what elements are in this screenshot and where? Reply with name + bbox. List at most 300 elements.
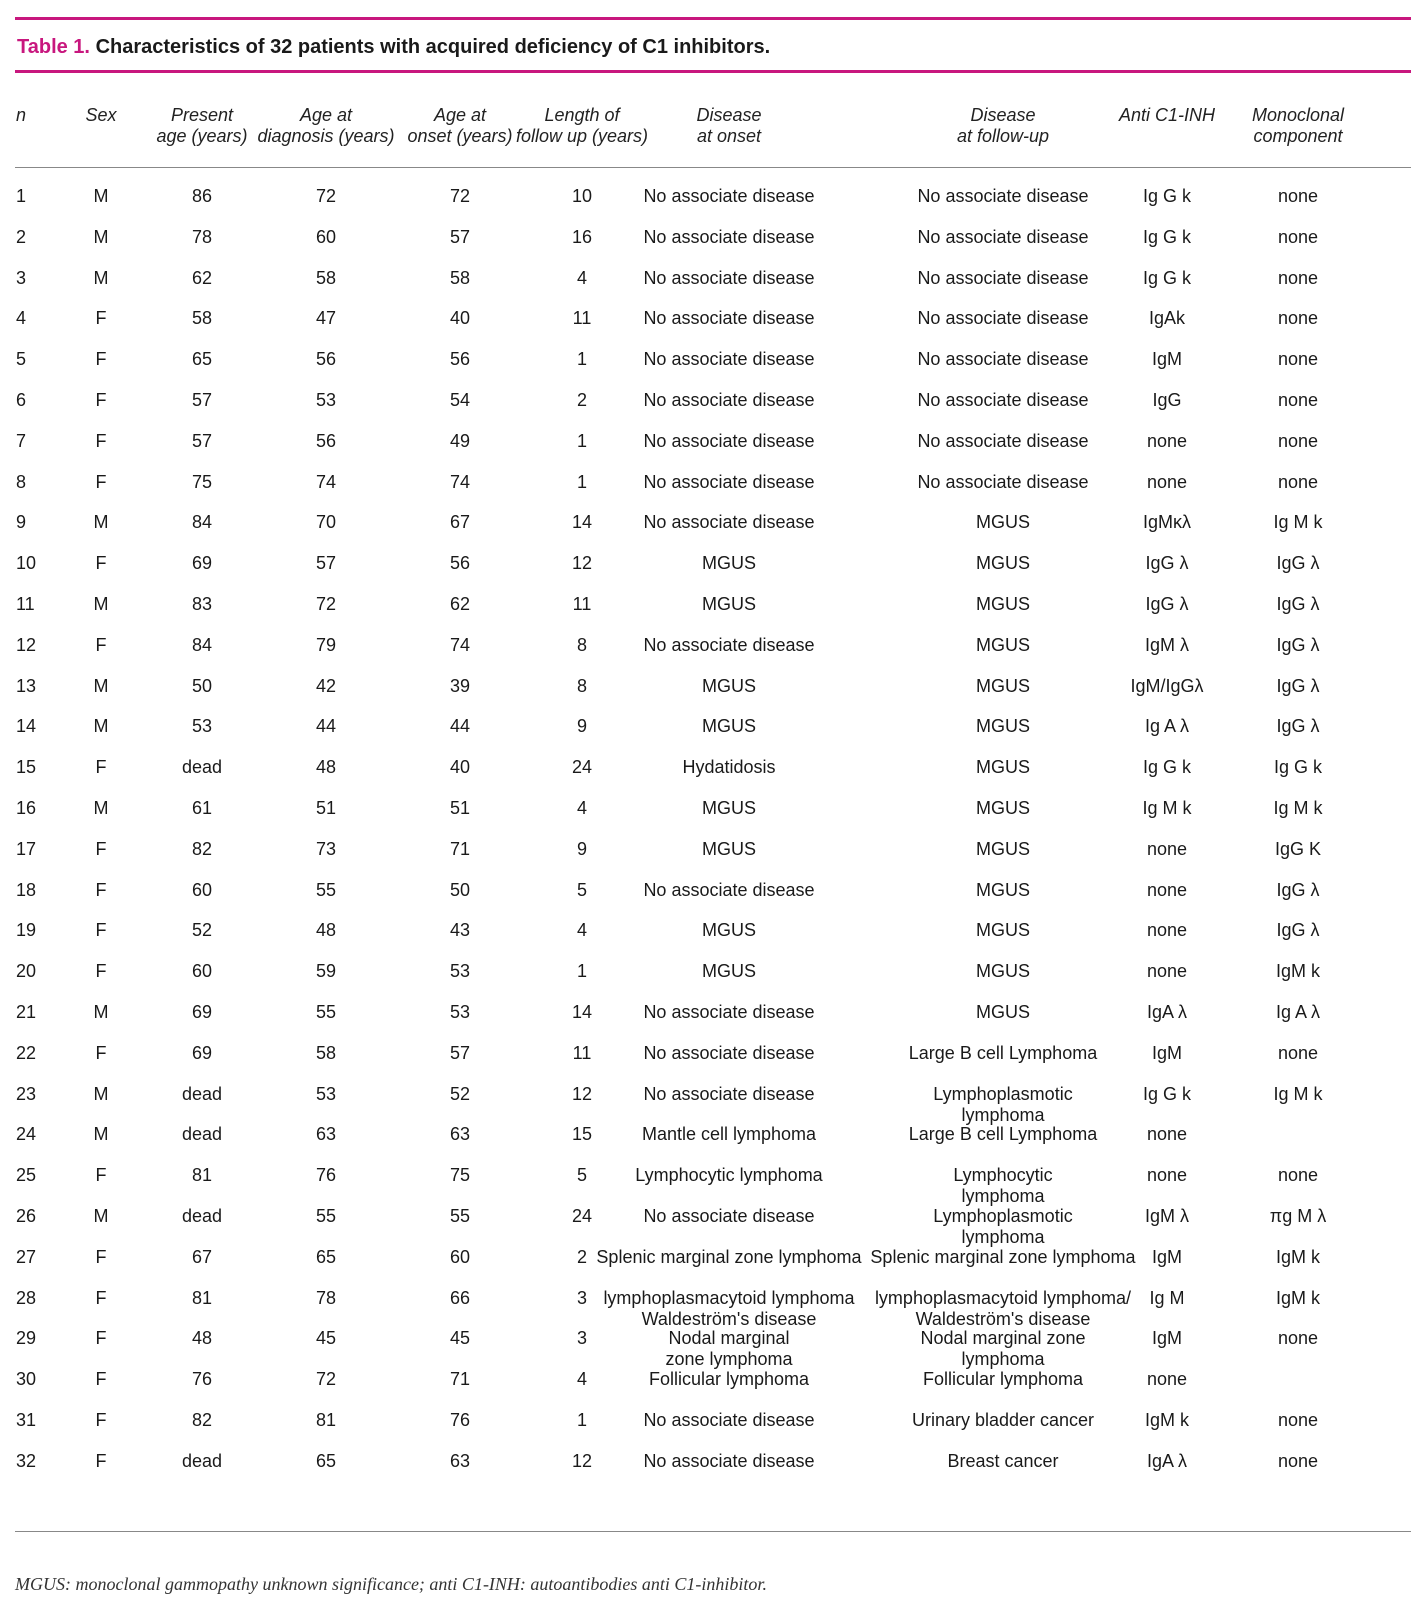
column-header-line: at onset (696, 126, 762, 146)
cell-disease-followup: No associate disease (917, 227, 1089, 247)
table-row (0, 553, 1426, 594)
column-header-line: onset (years) (407, 126, 513, 146)
cell-disease-onset: No associate disease (643, 308, 815, 328)
cell-monoclonal: IgG λ (1276, 676, 1320, 696)
cell-sex: M (93, 798, 109, 818)
cell-present-age: 67 (191, 1247, 213, 1267)
cell-present-age: 58 (191, 308, 213, 328)
cell-disease-onset: MGUS (702, 594, 756, 614)
cell-sex: M (93, 1002, 109, 1022)
cell-monoclonal: IgG λ (1276, 716, 1320, 736)
cell-age-diagnosis: 56 (315, 349, 337, 369)
cell-disease-onset: MGUS (702, 839, 756, 859)
cell-disease-followup: No associate disease (917, 431, 1089, 451)
cell-disease-followup: MGUS (976, 920, 1030, 940)
column-header-line: Disease (696, 105, 762, 125)
cell-sex: F (95, 431, 107, 451)
cell-monoclonal: IgG λ (1276, 880, 1320, 900)
cell-age-onset: 72 (449, 186, 471, 206)
cell-present-age: 52 (191, 920, 213, 940)
header-rule (15, 167, 1411, 168)
cell-n: 5 (16, 349, 27, 369)
cell-follow-up: 4 (576, 920, 587, 940)
cell-age-diagnosis: 42 (315, 676, 337, 696)
cell-follow-up: 2 (576, 1247, 587, 1267)
cell-present-age: dead (181, 1206, 223, 1226)
cell-age-onset: 56 (449, 553, 471, 573)
cell-anti-c1-inh: Ig G k (1142, 757, 1191, 777)
cell-present-age: 81 (191, 1288, 213, 1308)
cell-disease-followup: No associate disease (917, 186, 1089, 206)
cell-monoclonal: none (1277, 227, 1319, 247)
cell-disease-followup: No associate disease (917, 390, 1089, 410)
cell-age-diagnosis: 72 (315, 1369, 337, 1389)
cell-present-age: 57 (191, 390, 213, 410)
cell-age-diagnosis: 79 (315, 635, 337, 655)
cell-n: 21 (16, 1002, 37, 1022)
cell-age-diagnosis: 55 (315, 1002, 337, 1022)
cell-n: 16 (16, 798, 37, 818)
cell-disease-onset: No associate disease (643, 1410, 815, 1430)
cell-age-diagnosis: 51 (315, 798, 337, 818)
cell-age-onset: 40 (449, 757, 471, 777)
cell-monoclonal: IgG λ (1276, 635, 1320, 655)
cell-monoclonal: none (1277, 431, 1319, 451)
cell-age-onset: 55 (449, 1206, 471, 1226)
cell-monoclonal: IgG K (1274, 839, 1322, 859)
cell-age-onset: 54 (449, 390, 471, 410)
cell-sex: F (95, 1247, 107, 1267)
table-row (0, 1206, 1426, 1247)
cell-n: 23 (16, 1084, 37, 1104)
cell-n: 7 (16, 431, 27, 451)
cell-age-onset: 43 (449, 920, 471, 940)
cell-age-onset: 71 (449, 1369, 471, 1389)
cell-sex: M (93, 1084, 109, 1104)
table-row (0, 635, 1426, 676)
cell-follow-up: 24 (571, 1206, 593, 1226)
column-header-line: Disease (970, 105, 1036, 125)
cell-n: 9 (16, 512, 27, 532)
cell-disease-onset: No associate disease (643, 431, 815, 451)
table-row (0, 227, 1426, 268)
cell-anti-c1-inh: none (1146, 1124, 1188, 1144)
cell-disease-onset: No associate disease (643, 390, 815, 410)
cell-disease-onset: No associate disease (643, 1084, 815, 1104)
cell-n: 2 (16, 227, 27, 247)
cell-age-diagnosis: 55 (315, 880, 337, 900)
cell-disease-onset: Follicular lymphoma (648, 1369, 810, 1389)
cell-age-onset: 63 (449, 1451, 471, 1471)
cell-age-onset: 58 (449, 268, 471, 288)
cell-disease-onset: No associate disease (643, 227, 815, 247)
cell-sex: M (93, 716, 109, 736)
cell-n: 13 (16, 676, 37, 696)
cell-line: Lymphoplasmotic (933, 1084, 1073, 1104)
cell-disease-followup: MGUS (976, 757, 1030, 777)
cell-monoclonal: none (1277, 472, 1319, 492)
cell-present-age: dead (181, 1451, 223, 1471)
table-row (0, 880, 1426, 921)
table-row (0, 839, 1426, 880)
cell-n: 4 (16, 308, 27, 328)
column-header-line: at follow-up (956, 126, 1050, 146)
table-row (0, 594, 1426, 635)
cell-present-age: 60 (191, 961, 213, 981)
cell-sex: F (95, 553, 107, 573)
cell-disease-onset: No associate disease (643, 1002, 815, 1022)
cell-age-diagnosis: 65 (315, 1451, 337, 1471)
cell-follow-up: 24 (571, 757, 593, 777)
cell-sex: F (95, 1451, 107, 1471)
cell-follow-up: 1 (576, 1410, 587, 1430)
cell-sex: F (95, 1328, 107, 1348)
cell-age-diagnosis: 63 (315, 1124, 337, 1144)
table-row (0, 268, 1426, 309)
cell-disease-onset: MGUS (702, 798, 756, 818)
cell-age-onset: 53 (449, 1002, 471, 1022)
cell-disease-onset: No associate disease (643, 268, 815, 288)
column-header-line: Anti C1-INH (1118, 105, 1216, 125)
cell-age-diagnosis: 78 (315, 1288, 337, 1308)
cell-sex: F (95, 1369, 107, 1389)
cell-follow-up: 4 (576, 798, 587, 818)
cell-anti-c1-inh: Ig M (1149, 1288, 1185, 1308)
cell-follow-up: 16 (571, 227, 593, 247)
cell-disease-followup: MGUS (976, 716, 1030, 736)
cell-monoclonal: none (1277, 349, 1319, 369)
cell-disease-onset: No associate disease (643, 512, 815, 532)
cell-age-onset: 44 (449, 716, 471, 736)
cell-age-diagnosis: 72 (315, 186, 337, 206)
cell-disease-onset: Splenic marginal zone lymphoma (596, 1247, 862, 1267)
cell-disease-followup: MGUS (976, 553, 1030, 573)
cell-age-diagnosis: 60 (315, 227, 337, 247)
cell-present-age: 76 (191, 1369, 213, 1389)
table-caption (17, 36, 770, 59)
cell-sex: M (93, 676, 109, 696)
cell-disease-followup: No associate disease (917, 349, 1089, 369)
cell-sex: M (93, 227, 109, 247)
cell-n: 12 (16, 635, 37, 655)
cell-sex: F (95, 961, 107, 981)
cell-present-age: dead (181, 1124, 223, 1144)
cell-n: 27 (16, 1247, 37, 1267)
cell-n: 25 (16, 1165, 37, 1185)
cell-age-diagnosis: 72 (315, 594, 337, 614)
cell-present-age: 84 (191, 635, 213, 655)
cell-present-age: 60 (191, 880, 213, 900)
cell-disease-onset (594, 1328, 864, 1370)
cell-present-age: 53 (191, 716, 213, 736)
caption-bottom-rule (15, 70, 1411, 73)
cell-present-age: 57 (191, 431, 213, 451)
cell-age-diagnosis: 44 (315, 716, 337, 736)
cell-disease-onset: No associate disease (643, 880, 815, 900)
cell-disease-onset: MGUS (702, 553, 756, 573)
cell-anti-c1-inh: IgAk (1148, 308, 1186, 328)
cell-disease-followup: MGUS (976, 594, 1030, 614)
cell-disease-onset: Hydatidosis (682, 757, 776, 777)
cell-age-diagnosis: 45 (315, 1328, 337, 1348)
cell-anti-c1-inh: none (1146, 839, 1188, 859)
cell-disease-onset: No associate disease (643, 635, 815, 655)
cell-monoclonal: πg M λ (1269, 1206, 1327, 1226)
cell-n: 29 (16, 1328, 37, 1348)
cell-age-diagnosis: 58 (315, 1043, 337, 1063)
cell-sex: F (95, 635, 107, 655)
table-bottom-rule (15, 1531, 1411, 1532)
cell-sex: M (93, 268, 109, 288)
cell-line: Nodal marginal (668, 1328, 790, 1348)
cell-monoclonal: Ig M k (1273, 798, 1323, 818)
cell-n: 1 (16, 186, 27, 206)
cell-follow-up: 12 (571, 1084, 593, 1104)
column-header-line: component (1253, 126, 1343, 146)
cell-anti-c1-inh: IgM λ (1144, 1206, 1189, 1226)
cell-age-diagnosis: 55 (315, 1206, 337, 1226)
table-row (0, 431, 1426, 472)
cell-disease-onset: No associate disease (643, 186, 815, 206)
column-header-line: age (years) (156, 126, 248, 146)
cell-anti-c1-inh: IgG λ (1145, 553, 1189, 573)
cell-sex: M (93, 1124, 109, 1144)
cell-age-diagnosis: 65 (315, 1247, 337, 1267)
cell-line: Lymphoplasmotic (933, 1206, 1073, 1226)
cell-anti-c1-inh: IgM (1151, 349, 1182, 369)
cell-follow-up: 4 (576, 1369, 587, 1389)
cell-anti-c1-inh: IgM (1151, 1328, 1182, 1348)
cell-sex: M (93, 512, 109, 532)
cell-anti-c1-inh: none (1146, 880, 1188, 900)
cell-follow-up: 1 (576, 472, 587, 492)
cell-anti-c1-inh: IgM (1151, 1247, 1182, 1267)
cell-monoclonal: IgG λ (1276, 553, 1320, 573)
cell-monoclonal: none (1277, 268, 1319, 288)
cell-n: 6 (16, 390, 27, 410)
cell-age-onset: 50 (449, 880, 471, 900)
cell-sex: F (95, 1410, 107, 1430)
table-row (0, 1451, 1426, 1492)
column-header-line: Monoclonal (1251, 105, 1345, 125)
cell-monoclonal: IgM k (1275, 1288, 1320, 1308)
cell-follow-up: 1 (576, 349, 587, 369)
cell-age-diagnosis: 73 (315, 839, 337, 859)
cell-age-onset: 71 (449, 839, 471, 859)
cell-anti-c1-inh: none (1146, 1165, 1188, 1185)
cell-monoclonal: none (1277, 186, 1319, 206)
table-row (0, 676, 1426, 717)
cell-sex: F (95, 839, 107, 859)
cell-present-age: dead (181, 1084, 223, 1104)
cell-disease-followup: MGUS (976, 798, 1030, 818)
cell-n: 11 (16, 594, 35, 614)
cell-line: lymphoplasmacytoid lymphoma (603, 1288, 855, 1308)
cell-line: Lymphocytic (953, 1165, 1053, 1185)
cell-disease-onset: MGUS (702, 961, 756, 981)
cell-n: 26 (16, 1206, 37, 1226)
cell-disease-onset: No associate disease (643, 472, 815, 492)
column-header-line: Age at (433, 105, 487, 125)
cell-age-diagnosis: 48 (315, 757, 337, 777)
cell-anti-c1-inh: IgM (1151, 1043, 1182, 1063)
caption-title: Characteristics of 32 patients with acquired deficiency of C1 inhibitors. (95, 36, 771, 58)
cell-disease-followup: Follicular lymphoma (922, 1369, 1084, 1389)
cell-follow-up: 9 (576, 716, 587, 736)
cell-follow-up: 10 (571, 186, 593, 206)
cell-monoclonal: none (1277, 1328, 1319, 1348)
cell-monoclonal: Ig G k (1273, 757, 1322, 777)
table-row (0, 390, 1426, 431)
cell-n: 14 (16, 716, 37, 736)
cell-present-age: 82 (191, 1410, 213, 1430)
cell-sex: F (95, 349, 107, 369)
cell-disease-onset: MGUS (702, 920, 756, 940)
cell-present-age: 81 (191, 1165, 213, 1185)
cell-follow-up: 1 (576, 961, 587, 981)
cell-age-onset: 60 (449, 1247, 471, 1267)
cell-age-onset: 51 (449, 798, 471, 818)
cell-age-diagnosis: 47 (315, 308, 337, 328)
cell-n: 32 (16, 1451, 37, 1471)
cell-disease-onset: MGUS (702, 716, 756, 736)
cell-monoclonal: IgM k (1275, 961, 1320, 981)
cell-age-diagnosis: 53 (315, 390, 337, 410)
cell-anti-c1-inh: IgM/IgGλ (1130, 676, 1204, 696)
caption-top-rule (15, 17, 1411, 20)
cell-sex: M (93, 594, 109, 614)
cell-sex: F (95, 1165, 107, 1185)
cell-n: 19 (16, 920, 37, 940)
column-header-line: Length of (544, 105, 620, 125)
column-header-line: Present (170, 105, 234, 125)
cell-follow-up: 11 (572, 1043, 592, 1063)
cell-anti-c1-inh: IgA λ (1146, 1451, 1188, 1471)
cell-follow-up: 1 (576, 431, 587, 451)
cell-follow-up: 11 (572, 594, 592, 614)
cell-disease-followup: MGUS (976, 880, 1030, 900)
cell-present-age: 84 (191, 512, 213, 532)
cell-n: 22 (16, 1043, 37, 1063)
cell-disease-followup: MGUS (976, 635, 1030, 655)
cell-present-age: 62 (191, 268, 213, 288)
cell-disease-onset: Mantle cell lymphoma (641, 1124, 817, 1144)
cell-present-age: 65 (191, 349, 213, 369)
cell-sex: M (93, 1206, 109, 1226)
cell-n: 8 (16, 472, 27, 492)
cell-age-onset: 67 (449, 512, 471, 532)
cell-disease-followup: MGUS (976, 512, 1030, 532)
cell-anti-c1-inh: none (1146, 472, 1188, 492)
cell-monoclonal: Ig M k (1273, 1084, 1323, 1104)
table-row (0, 1124, 1426, 1165)
cell-age-onset: 56 (449, 349, 471, 369)
cell-anti-c1-inh: Ig A λ (1144, 716, 1190, 736)
cell-disease-followup: Large B cell Lymphoma (908, 1043, 1098, 1063)
cell-age-diagnosis: 56 (315, 431, 337, 451)
cell-age-diagnosis: 74 (315, 472, 337, 492)
cell-age-diagnosis: 70 (315, 512, 337, 532)
table-row (0, 1247, 1426, 1288)
cell-anti-c1-inh: Ig M k (1142, 798, 1192, 818)
cell-line: lymphoplasmacytoid lymphoma/ (874, 1288, 1132, 1308)
cell-age-onset: 40 (449, 308, 471, 328)
cell-sex: F (95, 308, 107, 328)
cell-sex: F (95, 390, 107, 410)
column-header-monoclonal (1163, 105, 1426, 147)
cell-follow-up: 5 (576, 880, 587, 900)
cell-n: 18 (16, 880, 37, 900)
cell-monoclonal: Ig M k (1273, 512, 1323, 532)
cell-present-age: 83 (191, 594, 213, 614)
cell-n: 3 (16, 268, 27, 288)
cell-n: 15 (16, 757, 37, 777)
cell-present-age: 69 (191, 553, 213, 573)
cell-age-onset: 53 (449, 961, 471, 981)
cell-disease-followup: Breast cancer (947, 1451, 1059, 1471)
cell-present-age: dead (181, 757, 223, 777)
cell-anti-c1-inh: IgG (1152, 390, 1182, 410)
cell-disease-onset: Lymphocytic lymphoma (635, 1165, 823, 1185)
cell-disease-followup: Urinary bladder cancer (911, 1410, 1095, 1430)
cell-anti-c1-inh: Ig G k (1142, 227, 1191, 247)
cell-age-diagnosis: 81 (315, 1410, 337, 1430)
cell-follow-up: 9 (576, 839, 587, 859)
cell-age-diagnosis: 59 (315, 961, 337, 981)
table-row (0, 472, 1426, 513)
table-row (0, 512, 1426, 553)
cell-age-onset: 76 (449, 1410, 471, 1430)
cell-n: 30 (16, 1369, 37, 1389)
table-row (0, 1043, 1426, 1084)
cell-n: 28 (16, 1288, 37, 1308)
cell-line: lymphoma (961, 1227, 1045, 1247)
cell-follow-up: 3 (576, 1328, 587, 1348)
cell-monoclonal: IgG λ (1276, 594, 1320, 614)
cell-age-onset: 45 (449, 1328, 471, 1348)
cell-line: lymphoma (961, 1186, 1045, 1206)
cell-sex: F (95, 1043, 107, 1063)
table-footnote: MGUS: monoclonal gammopathy unknown significance; anti C1-INH: autoantibodies anti C1-inhibitor. (15, 1574, 767, 1594)
cell-anti-c1-inh: IgMκλ (1142, 512, 1191, 532)
cell-follow-up: 3 (576, 1288, 587, 1308)
cell-follow-up: 8 (576, 635, 587, 655)
cell-present-age: 69 (191, 1002, 213, 1022)
cell-follow-up: 12 (571, 1451, 593, 1471)
cell-age-diagnosis: 53 (315, 1084, 337, 1104)
cell-present-age: 75 (191, 472, 213, 492)
cell-age-onset: 39 (449, 676, 471, 696)
cell-present-age: 78 (191, 227, 213, 247)
cell-disease-onset: No associate disease (643, 1043, 815, 1063)
cell-disease-followup: MGUS (976, 1002, 1030, 1022)
cell-disease-followup: Splenic marginal zone lymphoma (870, 1247, 1136, 1267)
cell-disease-onset: No associate disease (643, 1206, 815, 1226)
cell-present-age: 82 (191, 839, 213, 859)
cell-anti-c1-inh: Ig G k (1142, 268, 1191, 288)
cell-disease-followup: MGUS (976, 676, 1030, 696)
cell-monoclonal: none (1277, 390, 1319, 410)
cell-line: lymphoma (961, 1105, 1045, 1125)
cell-line: Waldeström's disease (641, 1309, 817, 1329)
cell-monoclonal: IgM k (1275, 1247, 1320, 1267)
cell-follow-up: 5 (576, 1165, 587, 1185)
cell-n: 10 (16, 553, 37, 573)
column-header-line: n (16, 105, 27, 125)
cell-age-onset: 52 (449, 1084, 471, 1104)
table-row (0, 1410, 1426, 1451)
cell-n: 20 (16, 961, 37, 981)
